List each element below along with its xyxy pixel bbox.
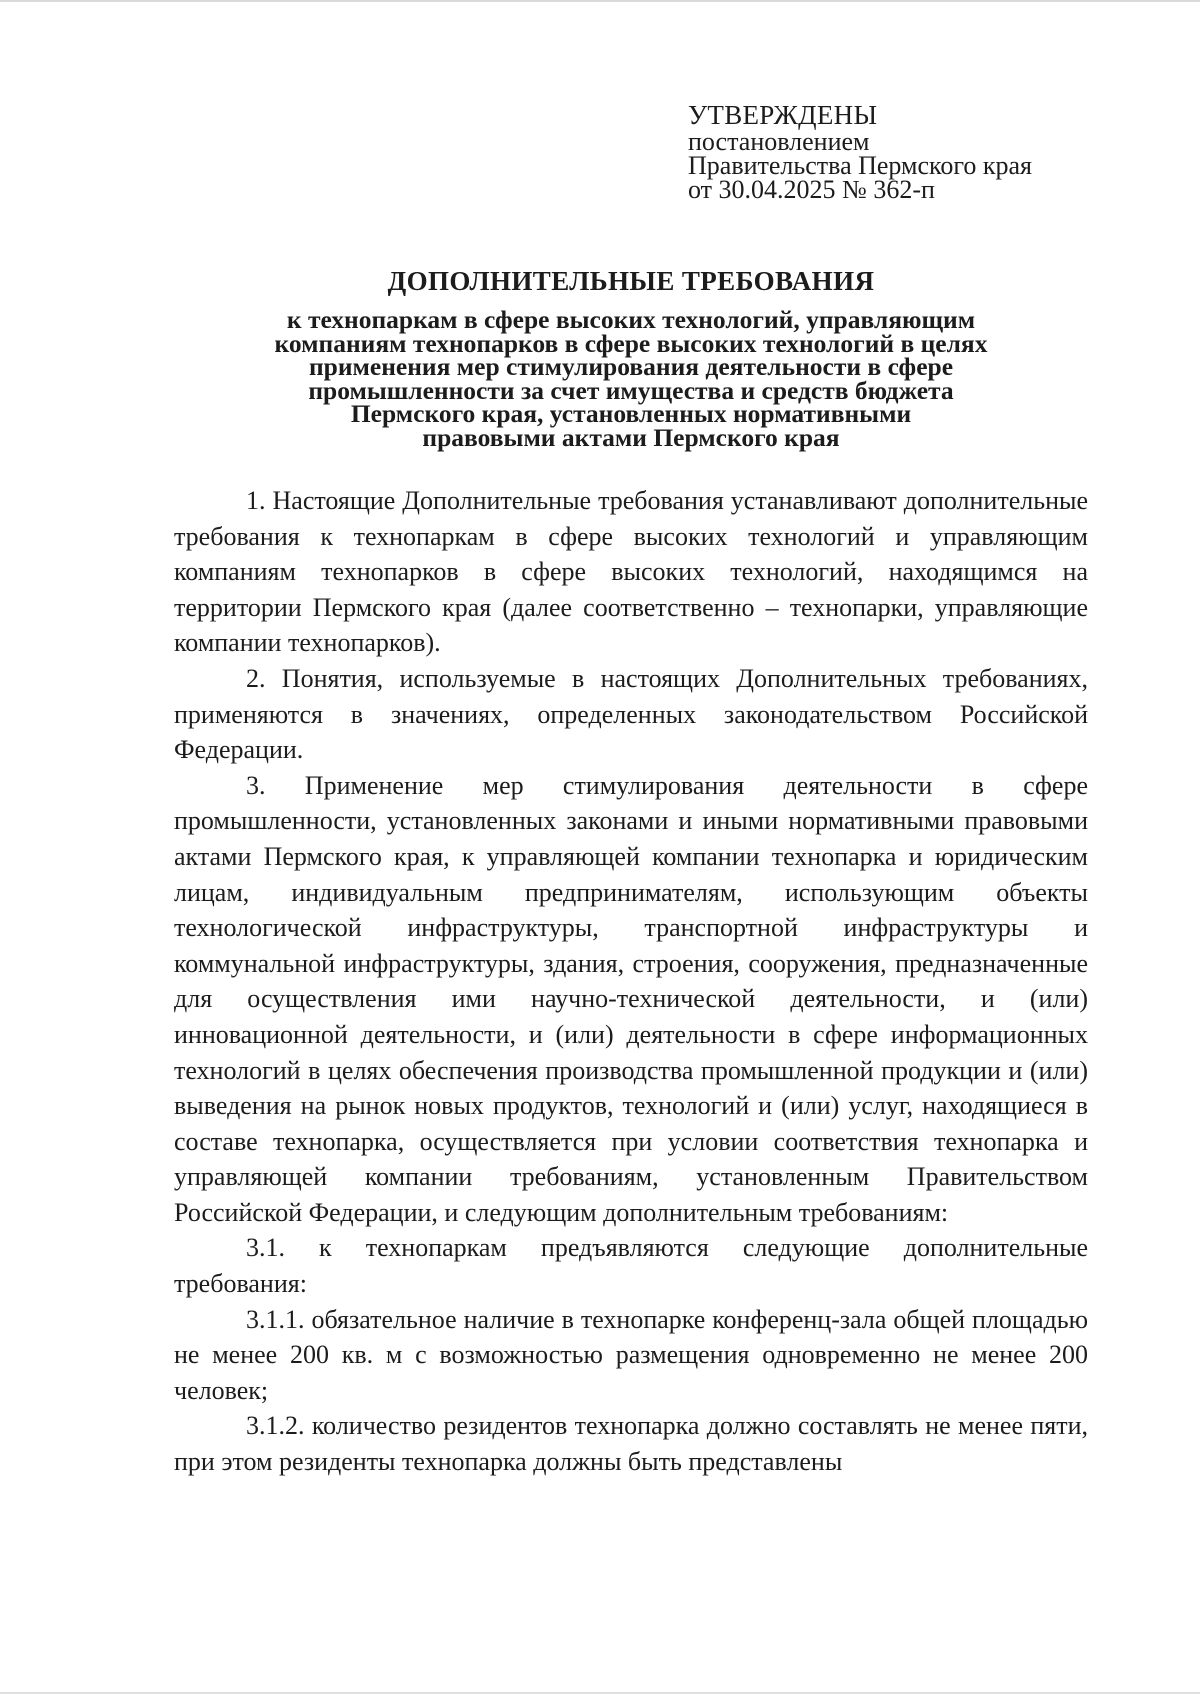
- paragraph-3: 3. Применение мер стимулирования деятельности в сфере промышленности, установленных законами и иными нормативными правовыми актами Пермского края, к управляющей компании технопарка и юридическим лицам, индивидуальным предпринимателям, использующим объекты технологической инфраструктуры, транспортной инфраструктуры и коммунальной инфраструктуры, здания, строения, сооружения, предназначенные для осуществления ими научно-технической деятельности, и (или) инновационной деятельности, и (или) деятельности в сфере информационных технологий в целях обеспечения производства промышленной продукции и (или) выведения на рынок новых продуктов, технологий и (или) услуг, находящиеся в составе технопарка, осуществляется при условии соответствия технопарка и управляющей компании требованиям, установленным Правительством Российской Федерации, и следующим дополнительным требованиям:: [174, 770, 1088, 1227]
- subtitle-line: применения мер стимулирования деятельности в сфере: [308, 352, 954, 381]
- approval-line-1: постановлением: [688, 127, 870, 156]
- subtitle-line: Пермского края, установленных нормативными: [350, 399, 912, 428]
- document-title: ДОПОЛНИТЕЛЬНЫЕ ТРЕБОВАНИЯ: [387, 266, 875, 296]
- paragraph-3-1: 3.1. к технопаркам предъявляются следующие дополнительные требования:: [174, 1233, 1088, 1299]
- paragraph-3-1-2: 3.1.2. количество резидентов технопарка должно составлять не менее пяти, при этом резиденты технопарка должны быть представлены: [174, 1411, 1088, 1477]
- subtitle-line: компаниям технопарков в сфере высоких технологий в целях: [274, 328, 988, 358]
- subtitle-line: правовыми актами Пермского края: [422, 422, 840, 452]
- approval-line-3: от 30.04.2025 № 362-п: [688, 175, 935, 204]
- approval-stamp: [688, 100, 1108, 202]
- subtitle-line: к технопаркам в сфере высоких технологий, управляющим: [286, 305, 976, 334]
- document-body: [174, 483, 1088, 1480]
- document-subtitle: [150, 305, 1112, 452]
- approval-title: УТВЕРЖДЕНЫ: [688, 100, 878, 130]
- paragraph-1: 1. Настоящие Дополнительные требования устанавливают дополнительные требования к технопаркам в сфере высоких технологий и управляющим компаниям технопарков в сфере высоких технологий, находящимся на территории Пермского края (далее соответственно – технопарки, управляющие компании технопарков).: [174, 486, 1088, 658]
- approval-line-2: Правительства Пермского края: [688, 151, 1032, 180]
- paragraph-2: 2. Понятия, используемые в настоящих Дополнительных требованиях, применяются в значениях, определенных законодательством Российской Федерации.: [174, 663, 1088, 765]
- scan-edge-top: [0, 0, 1200, 2]
- subtitle-line: промышленности за счет имущества и средств бюджета: [308, 375, 954, 405]
- paragraph-3-1-1: 3.1.1. обязательное наличие в технопарке конференц-зала общей площадью не менее 200 кв. м с возможностью размещения одновременно не менее 200 человек;: [174, 1304, 1088, 1405]
